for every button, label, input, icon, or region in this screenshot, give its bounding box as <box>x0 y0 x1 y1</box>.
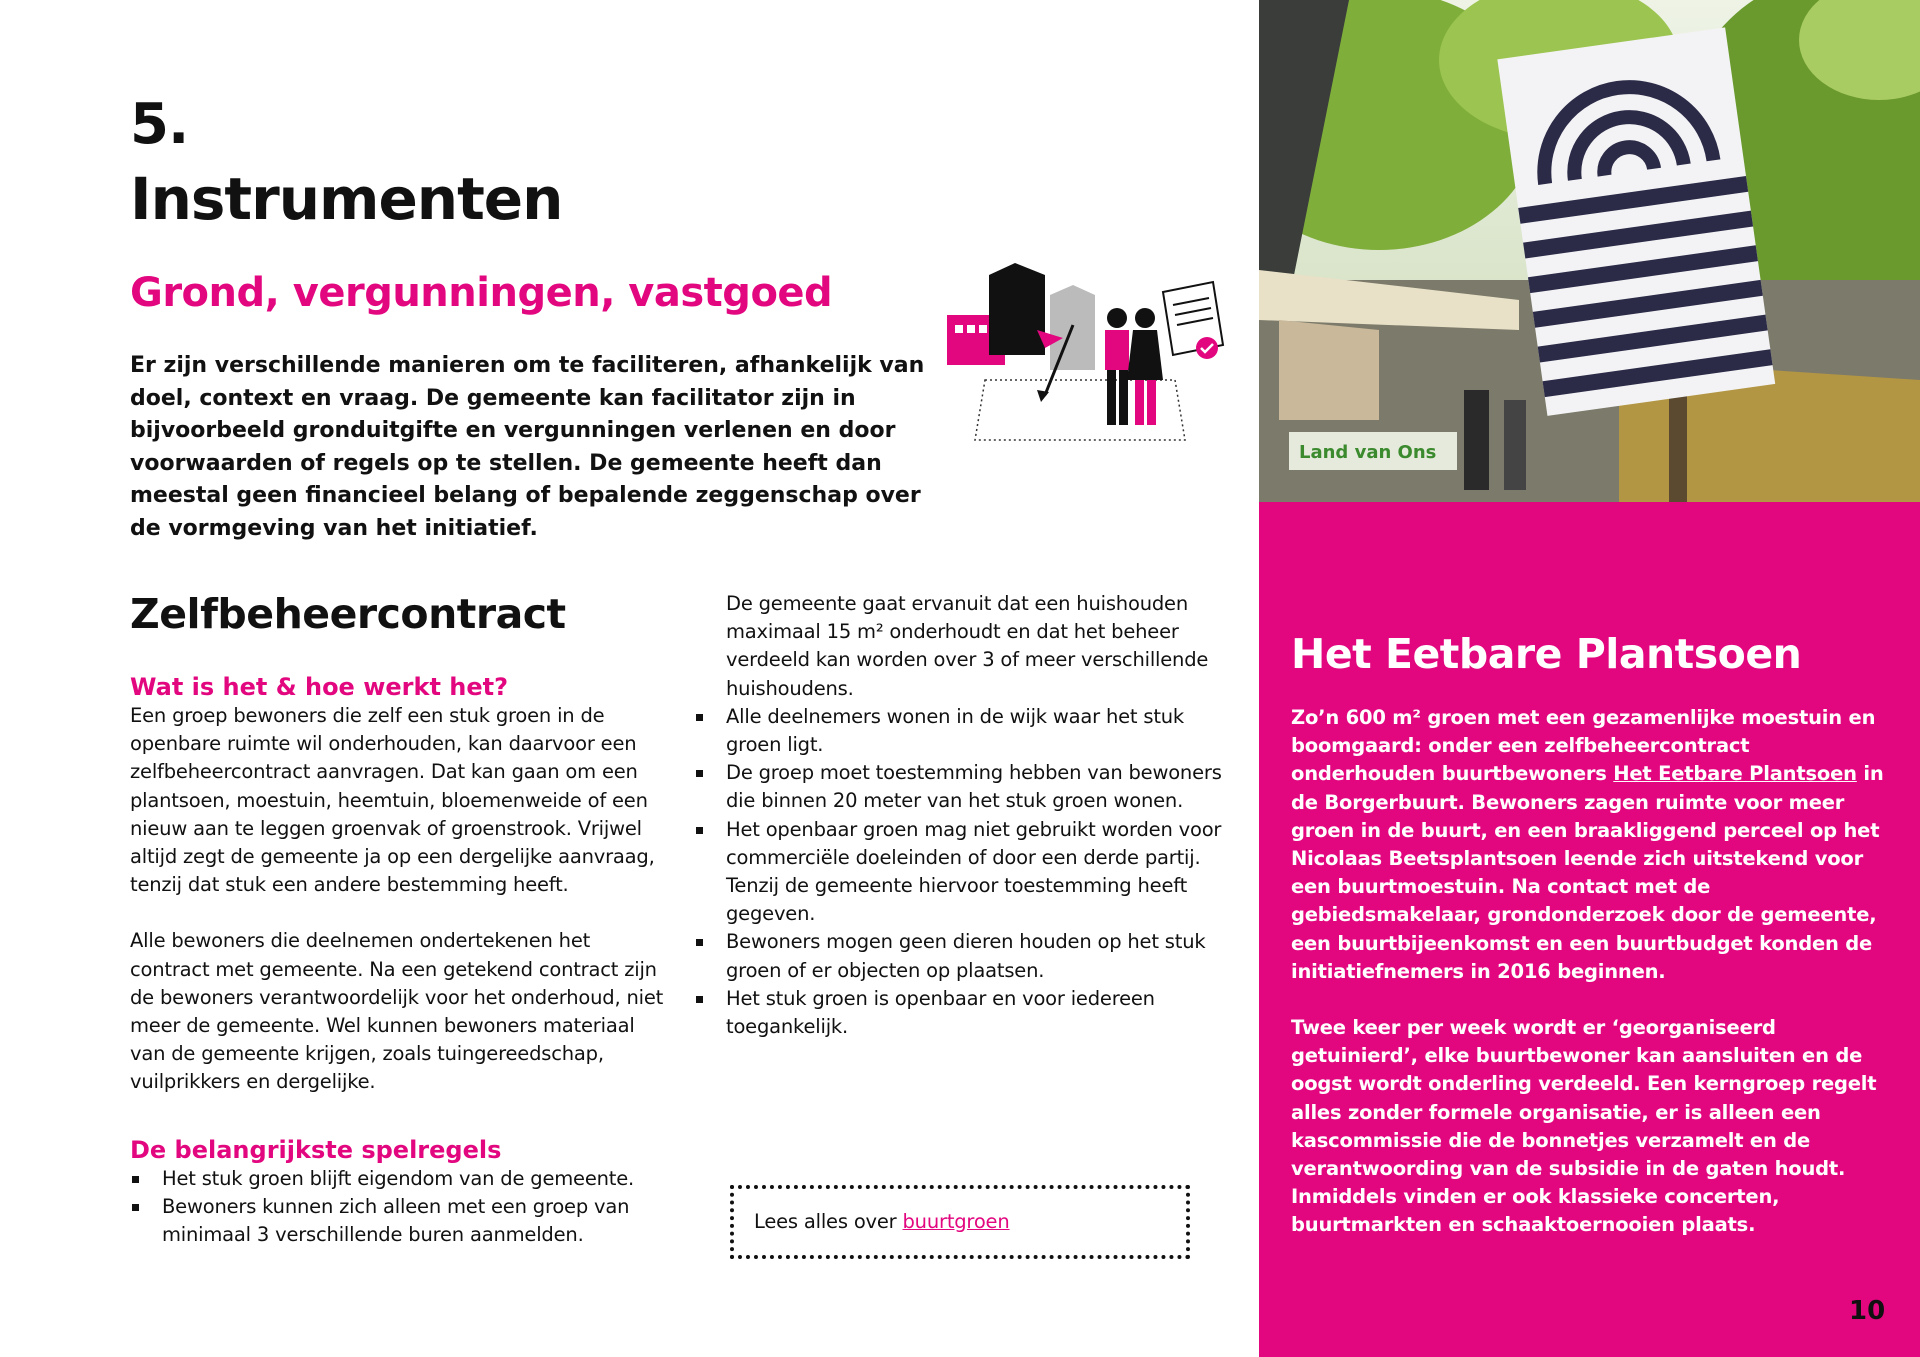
panel-paragraph-2: Twee keer per week wordt er ‘georganiseerd getuinierd’, elke buurtbewoner kan aansluiten en de oogst wordt onderling verdeeld. Een kerngroep regelt alles zonder formele organisatie, er is alleen een kascommissie die de bonnetjes verzamelt en de verantwoording van de subsidie in de gaten houdt. Inmiddels vinden er ook klassieke concerten, buurtmarkten en schaaktoernooien plaats. <box>1291 1016 1877 1237</box>
panel-text: in de Borgerbuurt. Bewoners zagen ruimte voor meer groen in de buurt, en een braakliggend perceel op het Nicolaas Beetsplantsoen leende zich uitstekend voor een buurtmoestuin. Na contact met de gebiedsmakelaar, grondonderzoek door de gemeente, een buurtbijeenkomst en een buurtbudget konden de initiatiefnemers in 2016 beginnen. <box>1291 762 1884 983</box>
eetbare-plantsoen-link[interactable]: Het Eetbare Plantsoen <box>1613 762 1857 786</box>
photo-image-icon <box>1259 0 1920 502</box>
sign-text: Land van Ons <box>1299 442 1437 463</box>
chapter-number: 5. <box>130 92 189 157</box>
rules-list <box>130 1165 675 1250</box>
market-photo <box>1259 0 1920 502</box>
read-more-box <box>730 1185 1190 1259</box>
rule-item: De groep moet toestemming hebben van bewoners die binnen 20 meter van het stuk groen wonen. <box>726 759 1226 815</box>
rule-item: Het openbaar groen mag niet gebruikt worden voor commerciële doeleinden of door een derde partij. Tenzij de gemeente hiervoor toestemming heeft gegeven. <box>726 816 1226 929</box>
rule-item: De gemeente gaat ervanuit dat een huishouden maximaal 15 m² onderhoudt en dat het beheer verdeeld kan worden over 3 of meer verschillende huishoudens. <box>726 592 1209 700</box>
rule-item: Het stuk groen blijft eigendom van de gemeente. <box>130 1165 675 1193</box>
zelfbeheer-title: Zelfbeheercontract <box>130 590 566 638</box>
what-heading: Wat is het & hoe werkt het? <box>130 673 509 701</box>
chapter-title: Instrumenten <box>130 165 563 233</box>
rules-list-continued <box>726 590 1226 1041</box>
buurtgroen-link[interactable]: buurtgroen <box>902 1209 1010 1233</box>
rule-item: Bewoners kunnen zich alleen met een groep van minimaal 3 verschillende buren aanmelden. <box>130 1193 662 1249</box>
rules-heading: De belangrijkste spelregels <box>130 1135 502 1164</box>
read-more-prefix: Lees alles over <box>754 1209 903 1233</box>
para-2: Alle bewoners die deelnemen ondertekenen het contract met gemeente. Na een getekend contract zijn de bewoners verantwoordelijk voor het onderhoud, niet meer de gemeente. Wel kunnen bewoners materiaal van de gemeente krijgen, zoals tuingereedschap, vuilprikkers en dergelijke. <box>130 929 664 1094</box>
section-intro: Er zijn verschillende manieren om te faciliteren, afhankelijk van doel, context en vraag. De gemeente kan facilitator zijn in bijvoorbeeld gronduitgifte en vergunningen verlenen en door voorwaarden of regels op te stellen. De gemeente heeft dan meestal geen financieel belang of bepalende zeggenschap over de vormgeving van het initiatief. <box>130 353 925 541</box>
case-study-panel <box>1259 502 1920 1357</box>
panel-paragraph-1 <box>1291 704 1891 986</box>
section-title: Grond, vergunningen, vastgoed <box>130 270 833 316</box>
rule-item: Het stuk groen is openbaar en voor iedereen toegankelijk. <box>726 985 1226 1041</box>
panel-title: Het Eetbare Plantsoen <box>1291 630 1802 678</box>
para-1: Een groep bewoners die zelf een stuk groen in de openbare ruimte wil onderhouden, kan daarvoor een zelfbeheercontract aanvragen. Dat kan gaan om een plantsoen, moestuin, heemtuin, bloemenweide of een nieuw aan te leggen groenvak of groenstrook. Vrijwel altijd zegt de gemeente ja op een dergelijke aanvraag, tenzij dat stuk een andere bestemming heeft. <box>130 704 655 897</box>
rule-item: Alle deelnemers wonen in de wijk waar het stuk groen ligt. <box>726 703 1226 759</box>
panel-text: Zo’n 600 m² groen met een gezamenlijke moestuin en boomgaard: onder een zelfbeheercontract onderhouden buurtbewoners <box>1291 706 1876 786</box>
illustration-icon <box>945 260 1230 445</box>
page-number: 10 <box>1849 1296 1886 1326</box>
rule-item: Bewoners mogen geen dieren houden op het stuk groen of er objecten op plaatsen. <box>726 928 1226 984</box>
